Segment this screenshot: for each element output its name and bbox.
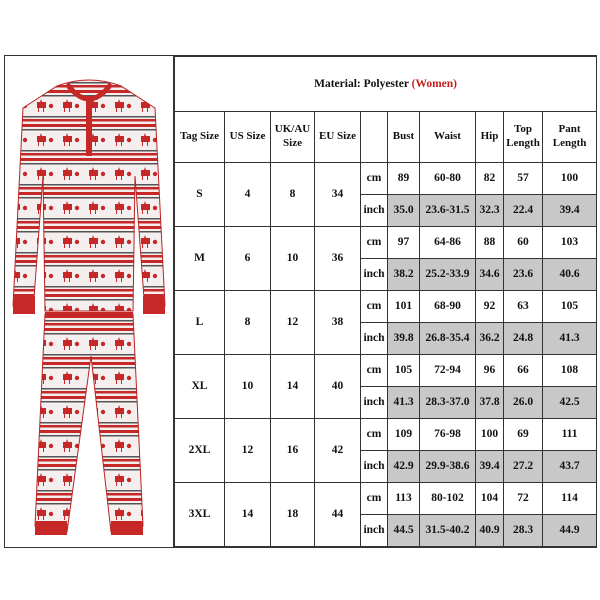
unit-cm: cm xyxy=(361,355,388,387)
waist-cm: 80-102 xyxy=(420,483,476,515)
eu-size-cell: 38 xyxy=(315,291,361,355)
top-length-inch: 22.4 xyxy=(504,195,543,227)
us-size-cell: 6 xyxy=(225,227,271,291)
waist-inch: 29.9-38.6 xyxy=(420,451,476,483)
bust-cm: 109 xyxy=(388,419,420,451)
eu-size-cell: 36 xyxy=(315,227,361,291)
table-row xyxy=(175,291,597,323)
eu-size-cell: 34 xyxy=(315,163,361,227)
bust-cm: 105 xyxy=(388,355,420,387)
unit-cm: cm xyxy=(361,291,388,323)
bust-inch: 39.8 xyxy=(388,323,420,355)
pant-length-cm: 103 xyxy=(543,227,597,259)
pant-length-cm: 108 xyxy=(543,355,597,387)
bust-cm: 89 xyxy=(388,163,420,195)
pant-length-inch: 44.9 xyxy=(543,515,597,547)
top-length-cm: 57 xyxy=(504,163,543,195)
bust-inch: 44.5 xyxy=(388,515,420,547)
pant-length-inch: 43.7 xyxy=(543,451,597,483)
waist-cm: 60-80 xyxy=(420,163,476,195)
waist-cm: 64-86 xyxy=(420,227,476,259)
us-size-cell: 4 xyxy=(225,163,271,227)
bust-inch: 41.3 xyxy=(388,387,420,419)
waist-cm: 68-90 xyxy=(420,291,476,323)
waist-inch: 28.3-37.0 xyxy=(420,387,476,419)
tag-size-cell: 3XL xyxy=(175,483,225,547)
hip-inch: 32.3 xyxy=(476,195,504,227)
tag-size-cell: M xyxy=(175,227,225,291)
top-length-inch: 26.0 xyxy=(504,387,543,419)
hip-cm: 100 xyxy=(476,419,504,451)
hip-inch: 39.4 xyxy=(476,451,504,483)
pant-length-cm: 100 xyxy=(543,163,597,195)
hip-inch: 40.9 xyxy=(476,515,504,547)
waist-cm: 72-94 xyxy=(420,355,476,387)
uk-size-cell: 8 xyxy=(271,163,315,227)
uk-size-cell: 12 xyxy=(271,291,315,355)
table-row xyxy=(175,163,597,195)
col-header-pant-length: Pant Length xyxy=(543,112,597,163)
hip-cm: 88 xyxy=(476,227,504,259)
col-header-waist: Waist xyxy=(420,112,476,163)
hip-inch: 36.2 xyxy=(476,323,504,355)
uk-size-cell: 16 xyxy=(271,419,315,483)
top-length-inch: 27.2 xyxy=(504,451,543,483)
size-table xyxy=(174,56,597,547)
us-size-cell: 12 xyxy=(225,419,271,483)
hip-cm: 92 xyxy=(476,291,504,323)
col-header-eu-size: EU Size xyxy=(315,112,361,163)
top-length-cm: 63 xyxy=(504,291,543,323)
header-row xyxy=(175,112,597,163)
unit-cm: cm xyxy=(361,163,388,195)
waist-inch: 26.8-35.4 xyxy=(420,323,476,355)
col-header-hip: Hip xyxy=(476,112,504,163)
hip-inch: 37.8 xyxy=(476,387,504,419)
table-title-highlight: (Women) xyxy=(411,77,457,90)
eu-size-cell: 42 xyxy=(315,419,361,483)
table-row xyxy=(175,419,597,451)
table-row xyxy=(175,227,597,259)
col-header-bust: Bust xyxy=(388,112,420,163)
hip-inch: 34.6 xyxy=(476,259,504,291)
product-photo xyxy=(5,56,174,547)
tag-size-cell: L xyxy=(175,291,225,355)
bust-inch: 42.9 xyxy=(388,451,420,483)
eu-size-cell: 44 xyxy=(315,483,361,547)
unit-cm: cm xyxy=(361,419,388,451)
pant-length-cm: 114 xyxy=(543,483,597,515)
us-size-cell: 8 xyxy=(225,291,271,355)
pant-length-cm: 111 xyxy=(543,419,597,451)
unit-cm: cm xyxy=(361,483,388,515)
eu-size-cell: 40 xyxy=(315,355,361,419)
us-size-cell: 10 xyxy=(225,355,271,419)
waist-cm: 76-98 xyxy=(420,419,476,451)
pant-length-inch: 42.5 xyxy=(543,387,597,419)
top-length-cm: 60 xyxy=(504,227,543,259)
table-row xyxy=(175,355,597,387)
unit-inch: inch xyxy=(361,259,388,291)
bust-inch: 38.2 xyxy=(388,259,420,291)
tag-size-cell: 2XL xyxy=(175,419,225,483)
bust-cm: 113 xyxy=(388,483,420,515)
hip-cm: 82 xyxy=(476,163,504,195)
table-title: Material: Polyester (Women) xyxy=(175,57,597,112)
hip-cm: 96 xyxy=(476,355,504,387)
col-header-uk-au-size: UK/AU Size xyxy=(271,112,315,163)
waist-inch: 23.6-31.5 xyxy=(420,195,476,227)
tag-size-cell: S xyxy=(175,163,225,227)
bust-inch: 35.0 xyxy=(388,195,420,227)
top-length-inch: 23.6 xyxy=(504,259,543,291)
pant-length-cm: 105 xyxy=(543,291,597,323)
top-length-cm: 72 xyxy=(504,483,543,515)
us-size-cell: 14 xyxy=(225,483,271,547)
waist-inch: 31.5-40.2 xyxy=(420,515,476,547)
col-header-us-size: US Size xyxy=(225,112,271,163)
unit-inch: inch xyxy=(361,451,388,483)
unit-inch: inch xyxy=(361,515,388,547)
pajama-illustration xyxy=(5,56,173,547)
pant-length-inch: 39.4 xyxy=(543,195,597,227)
unit-inch: inch xyxy=(361,387,388,419)
col-header-top-length: Top Length xyxy=(504,112,543,163)
uk-size-cell: 18 xyxy=(271,483,315,547)
unit-inch: inch xyxy=(361,323,388,355)
col-header-unit xyxy=(361,112,388,163)
top-length-cm: 69 xyxy=(504,419,543,451)
unit-inch: inch xyxy=(361,195,388,227)
uk-size-cell: 14 xyxy=(271,355,315,419)
table-row xyxy=(175,483,597,515)
unit-cm: cm xyxy=(361,227,388,259)
bust-cm: 97 xyxy=(388,227,420,259)
top-length-inch: 24.8 xyxy=(504,323,543,355)
top-length-inch: 28.3 xyxy=(504,515,543,547)
bust-cm: 101 xyxy=(388,291,420,323)
waist-inch: 25.2-33.9 xyxy=(420,259,476,291)
pant-length-inch: 40.6 xyxy=(543,259,597,291)
tag-size-cell: XL xyxy=(175,355,225,419)
uk-size-cell: 10 xyxy=(271,227,315,291)
col-header-tag-size: Tag Size xyxy=(175,112,225,163)
top-length-cm: 66 xyxy=(504,355,543,387)
pant-length-inch: 41.3 xyxy=(543,323,597,355)
hip-cm: 104 xyxy=(476,483,504,515)
